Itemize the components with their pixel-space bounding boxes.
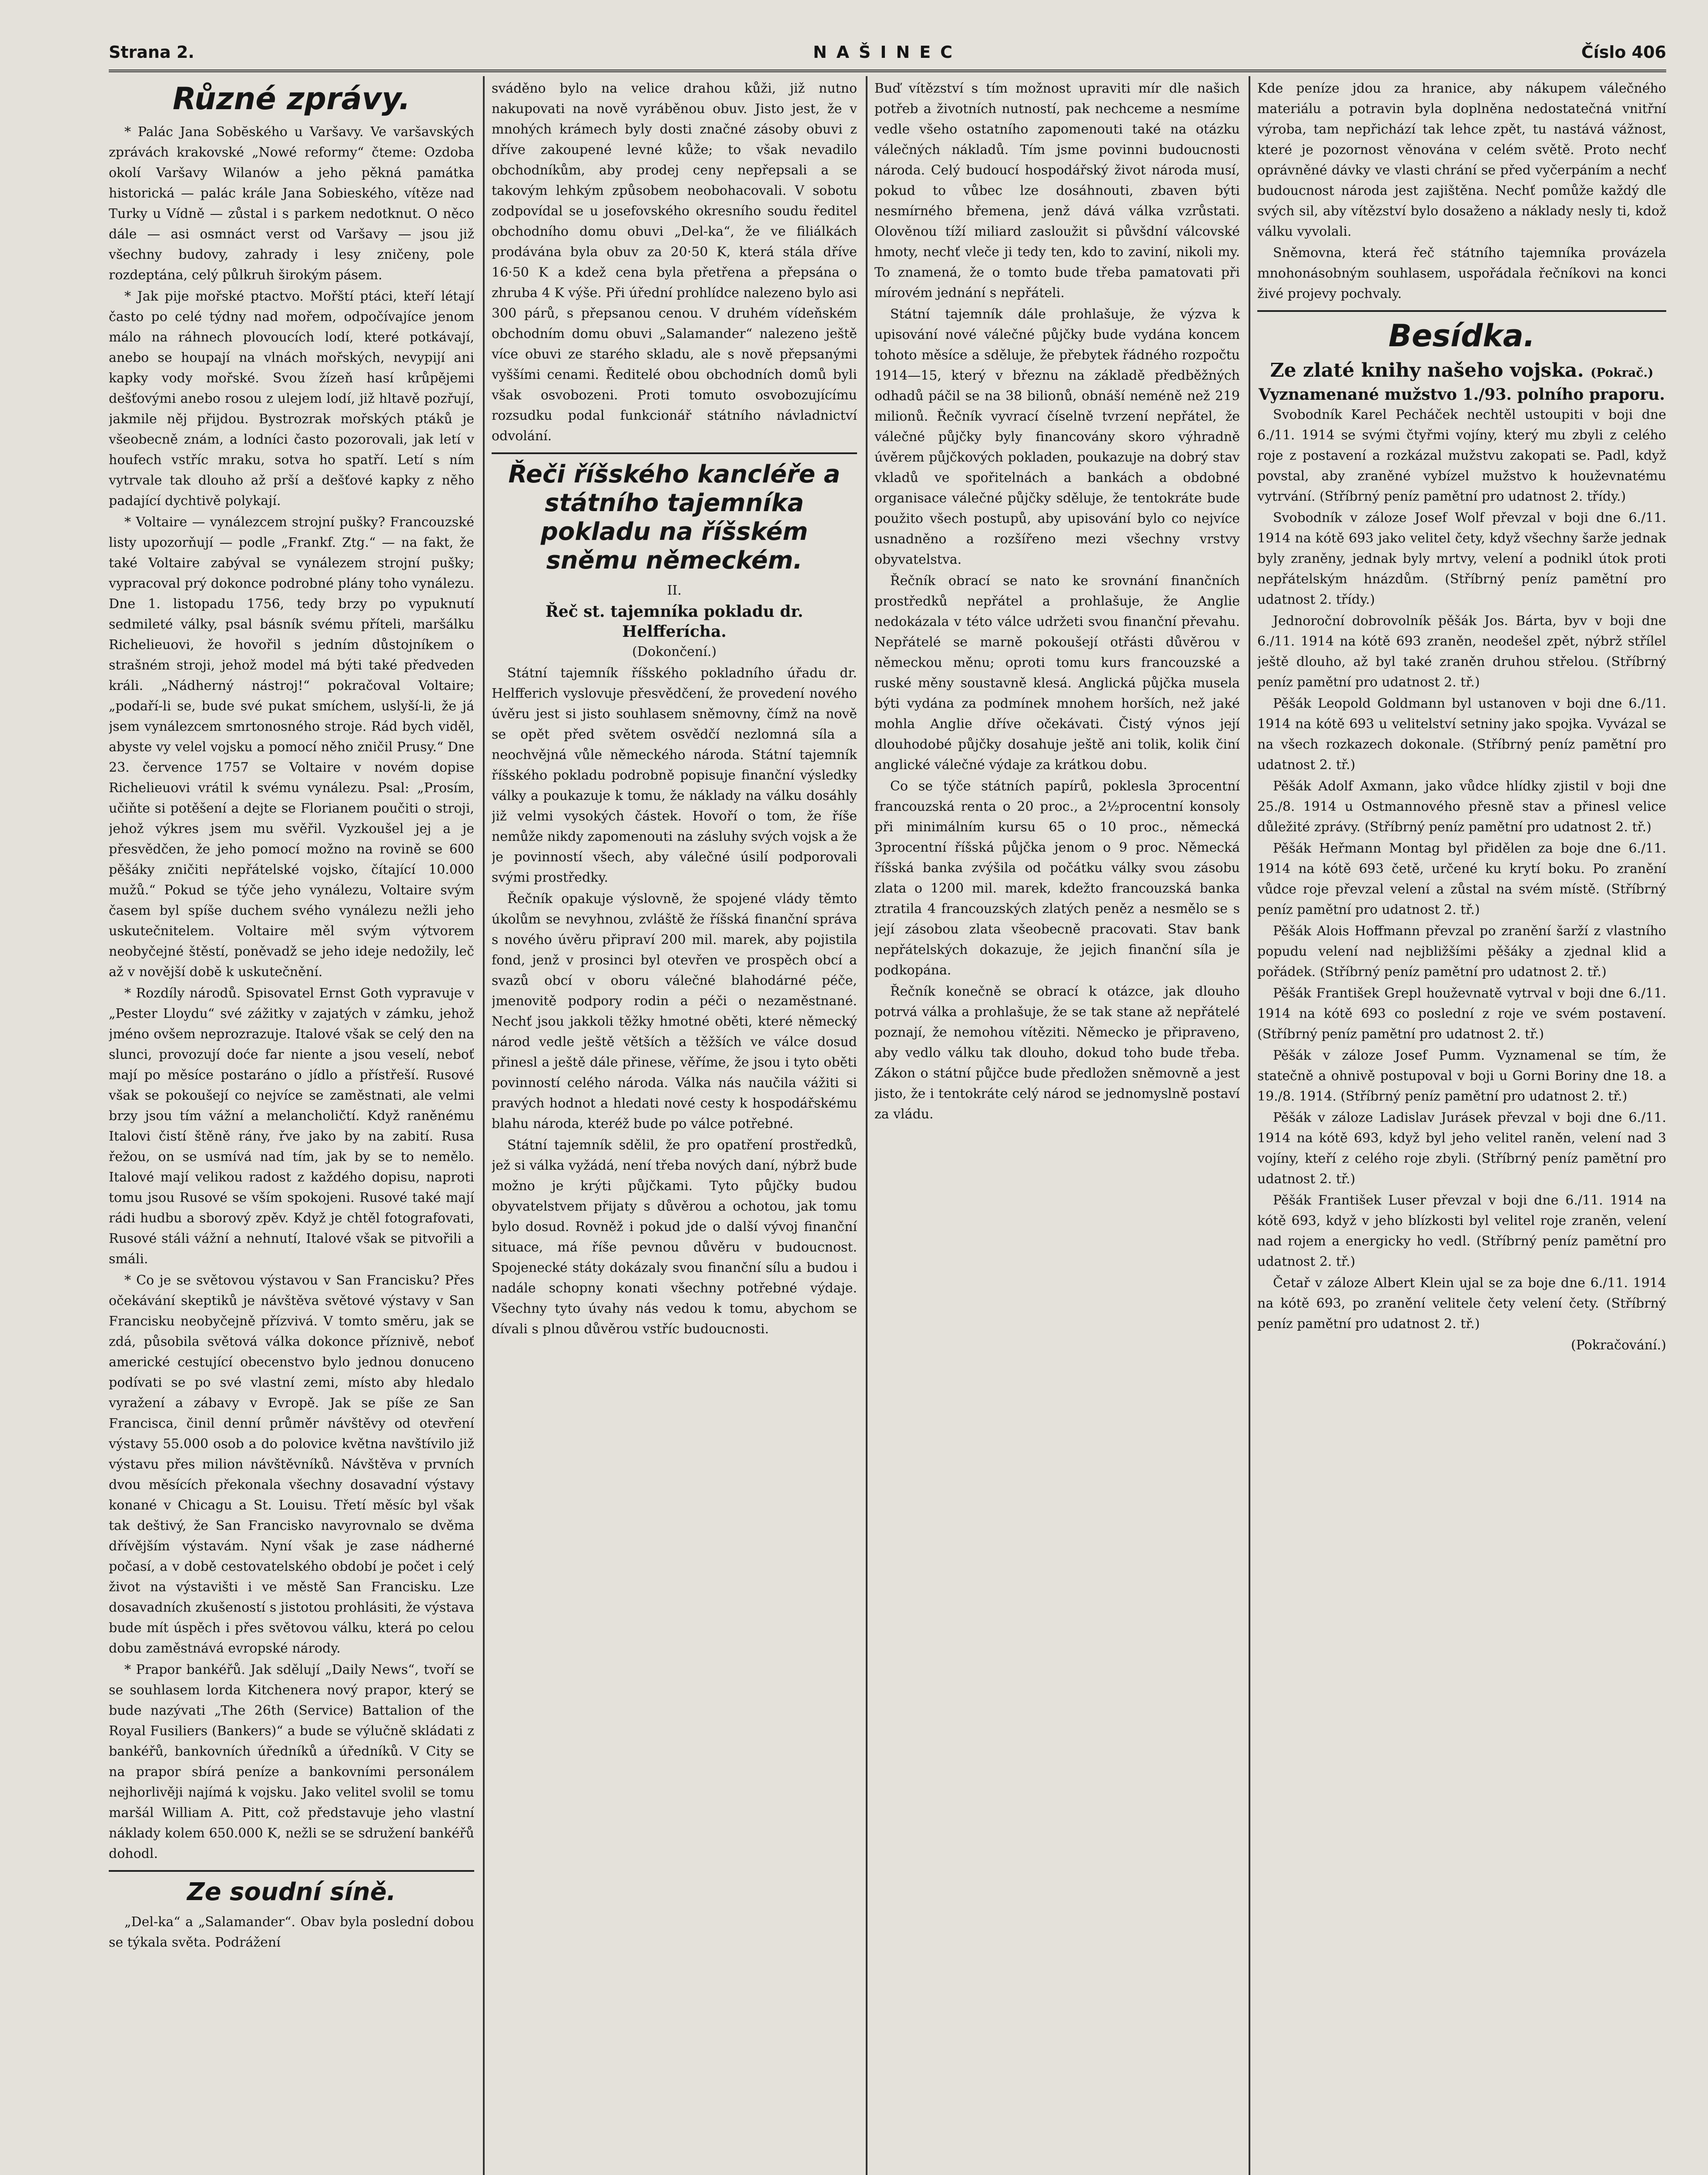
speech-paragraph-8: Řečník konečně se obrací k otázce, jak dlouho potrvá válka a prohlašuje, že se tak stane až nepřátelé poznají, že nemohou vítěziti. Německo je připraveno, aby vedlo válku tak dlouho, dokud toho bude třeba. Zákon o státní půjčce bude předložen sněmovně a jest jisto, že i tentokráte celý národ se jednomyslně postaví za vládu. (874, 984, 1240, 1122)
column-3 (874, 78, 1240, 2175)
award-entry: Četař v záloze Albert Klein ujal se za boje dne 6./11. 1914 na kótě 693, po zranění velitele čety velení čety. (Stříbrný peníz pamětní pro udatnost 2. tř.) (1257, 1275, 1666, 1332)
masthead: NAŠINEC (813, 43, 962, 62)
column-divider (866, 76, 867, 2175)
section-title-various-news: Různé zprávy. (172, 81, 411, 117)
gold-book-continued: (Pokrač.) (1590, 365, 1654, 380)
speech-paragraph-7: Co se týče státních papírů, poklesla 3procentní francouzská renta o 20 proc., a 2½procentní konsoly při minimálním kursu 65 o 10 proc., německá 3procentní říšská půjčka jenom o 9 proc. Německá říšská banka zvýšila od počátku války svou zásobu zlata o 1200 mil. marek, kdežto francouzská banka ztratila 4 francouzských zlatých peněz a nesmělo se s její zásobou zlata všeobecně pracovati. Stav bank nepřátelských dokazuje, že jejich finanční síla je podkopána. (874, 779, 1240, 978)
speech-subtitle: Řeč st. tajemníka pokladu dr. Helfferícha. (545, 602, 804, 641)
article-court-start: „Del-ka“ a „Salamander“. Obav byla poslední dobou se týkala světa. Podrážení (109, 1914, 474, 1950)
speech-continued-note: (Dokončení.) (632, 644, 717, 659)
award-entry: Svobodník v záloze Josef Wolf převzal v boji dne 6./11. 1914 na kótě 693 jako velitel čety, když všechny šarže jednak byly zraněny, jednak byly mrtvy, velení a podnikl útok proti nepřátelským hnázdům. (Stříbrný peníz pamětní pro udatnost 2. třídy.) (1257, 510, 1666, 607)
article-bankers: * Prapor bankéřů. Jak sdělují „Daily News“, tvoří se se souhlasem lorda Kitchenera nový prapor, který se bude nazývati „The 26th (Service) Battalion of the Royal Fusiliers (Bankers)“ a bude se výlučně skládati z bankéřů, bankovních úředníků a úředníků. V City se na prapor sbírá peníze a bankovními personálem nejhorlivěji najímá k vojsku. Jako velitel svolil se tomu maršál William A. Pitt, což představuje jeho vlastní náklady kolem 650.000 K, nežli se se sdružení bankéřů dohodl. (109, 1662, 474, 1861)
gold-book-subtitle: Vyznamenané mužstvo 1./93. polního praporu. (1258, 385, 1665, 404)
award-entry: Pěšák v záloze Josef Pumm. Vyznamenal se tím, že statečně a ohnivě postupoval v boji u Gorni Boriny dne 18. a 19./8. 1914. (Stříbrný peníz pamětní pro udatnost 2. tř.) (1257, 1048, 1666, 1104)
column-divider (483, 76, 485, 2175)
issue-number: Číslo 406 (1581, 43, 1666, 62)
award-entry: Pěšák František Luser převzal v boji dne 6./11. 1914 na kótě 693, když v jeho blízkosti byl velitel roje zraněn, velení nad rojem a energicky ho vedl. (Stříbrný peníz pamětní pro udatnost 2. tř.) (1257, 1193, 1666, 1269)
section-title-besidka: Besídka. (1388, 318, 1535, 354)
article-palace: * Palác Jana Sobĕského u Varšavy. Ve varšavských zprávách krakovské „Nowé reformy“ čteme: Ozdoba okolí Varšavy Wilanów a jeho pěkná památka historická — palác krále Jana Sobieského, vítěze nad Turky u Vídně — zůstal i s parkem nedotknut. O něco dále — asi osmnáct verst od Varšavy — jsou již všechny budovy, zahrady i lesy zničeny, pole rozdeptána, celý půlkruh širokým pásem. (109, 124, 474, 283)
page-header (109, 43, 1666, 70)
column-2 (492, 78, 857, 2175)
speech-paragraph-6: Řečník obrací se nato ke srovnání finančních prostředků nepřátel a prohlašuje, že Anglie nedokázala v této válce udržeti svou finanční převahu. Nepřátelé se marně pokoušejí otřásti důvěrou v německou měnu; oproti tomu kurs francouzské a ruské měny soustavně klesá. Anglická půjčka musela býti vydána za podmínek mnohem horších, než jaké mohla Anglie dříve očekávati. Čistý výnos její dlouhodobé půjčky dosahuje ještě ani tolik, kolik činí anglické válečné výdaje za krátkou dobu. (874, 573, 1240, 773)
column-4 (1257, 78, 1666, 2175)
speech-paragraph-3: Státní tajemník sdělil, že pro opatření prostředků, jež si válka vyžádá, není třeba nových daní, nýbrž bude možno je krýti půjčkami. Tyto půjčky budou obyvatelstvem přijaty s důvěrou a ochotou, jak tomu bylo dosud. Rovněž i pokud jde o další vývoj finanční situace, má říše pevnou důvěru v budoucnost. Spojenecké státy dokázaly svou finanční sílu a budou i nadále schopny konati všechny potřebné výdaje. Všechny tyto úvahy nás vedou k tomu, abychom se dívali s plnou důvěrou vstříc budoucnosti. (492, 1138, 857, 1337)
speech-paragraph-2: Řečník opakuje výslovně, že spojené vlády těmto úkolům se nevyhnou, zvláště že říšská finanční správa s nového úvěru připraví 200 mil. marek, aby pojistila fond, jenž v prosinci byl otevřen ve prospěch obcí a svazů obcí v oboru válečné blahodárné péče, jmenovitě podpory rodin a péči o nezaměstnané. Nechť jsou jakkoli těžky hmotné oběti, které německý národ vedle ještě větších a těžších ve válce dosud přinesl a ještě dále přinese, věříme, že jsou i tyto oběti povinností celého národa. Válka nás naučila vážiti si pravých hodnot a hledati nové cesty k hospodářskému blahu národa, kteréž bude po válce potřebné. (492, 891, 857, 1131)
continued-note: (Pokračování.) (1571, 1338, 1666, 1353)
article-san-francisco: * Co je se světovou výstavou v San Francisku? Přes očekávání skeptiků je návštěva světové výstavy v San Francisku neobyčejně přízvivá. V tomto směru, jak se zdá, působila světová válka dokonce příznivě, neboť americké cestující obecenstvo bylo jednou donuceno podívati se po své vlastní zemi, místo aby hledalo vyražení a zábavy v Evropě. Jak se píše ze San Francisca, činil denní průměr návštěvy od otevření výstavy 55.000 osob a do polovice května navštívilo již výstavu přes milion návštěvníků. Návštěva v prvních dvou měsících překonala všechny dosavadní výstavy konané v Chicagu a St. Louisu. Třetí měsíc byl však tak deštivý, že San Francisko navyrovnalo se dvěma dřívějším výstavám. Nyní však je zase nádherné počasí, a v době cestovatelského období je počet i celý život na výstavišti i ve městě San Francisku. Lze dosavadních zkušeností s jistotou prohlásiti, že výstava bude mít úspěch i přes světovou válku, která po celou dobu zaměstnává evropské národy. (109, 1273, 474, 1656)
speech-paragraph-1: Státní tajemník říšského pokladního úřadu dr. Helfferich vyslovuje přesvědčení, že provedení nového úvěru jest si jisto souhlasem sněmovny, čímž na nově se opět před světem osvědčí nezlomná síla a neochvějná vůle německého národa. Státní tajemník říšského pokladu podrobně popisuje finanční výsledky války a poukazuje k tomu, že náklady na válku dosáhly již velmi vysokých částek. Hovoří o tom, že říše nemůže nikdy zapomenouti na zásluhy svých vojsk a že je povinností všech, aby válečné úsilí podporovali svými prostředky. (492, 666, 857, 885)
speech-part: II. (667, 583, 682, 598)
award-entry: Pěšák František Grepl houževnatě vytrval v boji dne 6./11. 1914 na kótě 693 co poslední z roje ve svém postavení. (Stříbrný peníz pamětní pro udatnost 2. tř.) (1257, 986, 1666, 1042)
speech-paragraph-9: Kde peníze jdou za hranice, aby nákupem válečného materiálu a potravin byla doplněna nedostatečná vnitřní výroba, tam nepřichází tak lehce zpět, tu nastává vážnost, které je pozornost věnována v celém světě. Proto nechť oprávněné dávky ve vlasti chrání se před vyčerpáním a nechť budoucnost národa jest zajištěna. Nechť pomůže každý dle svých sil, aby vítězství bylo dosaženo a náklady nesly ti, kdož válku vyvolali. (1257, 81, 1666, 239)
award-entry: Pěšák Leopold Goldmann byl ustanoven v boji dne 6./11. 1914 na kótě 693 u velitelství setniny jako spojka. Vyvázal se na všech rozkazech dokonale. (Stříbrný peníz pamětní pro udatnost 2. tř.) (1257, 696, 1666, 773)
section-title-court: Ze soudní síně. (187, 1878, 396, 1906)
speech-closing: Sněmovna, která řeč státního tajemníka provázela mnohonásobným souhlasem, uspořádala řečníkovi na konci živé projevy pochvaly. (1257, 245, 1666, 301)
article-seabirds: * Jak pije mořské ptactvo. Mořští ptáci, kteří létají často po celé týdny nad mořem, odpočívajíce jenom málo na ráhnech plovoucích lodí, které potkávají, anebo se houpají na vlnách mořských, nevypijí ani kapky vody mořské. Svou žízeň hasí krůpějemi dešťovými anebo rosou z ulejem lodí, již hltavě pozřují, jakmile něj přijdou. Bystrozrak mořských ptáků je všeobecně znám, a lodníci často pozorovali, jak letí v houfech vstříc mraku, sotva ho spatří. Letí s ním vytrvale tak dlouho až prší a dešťové kapky z něho padající dychtivě polykají. (109, 289, 474, 509)
article-nations: * Rozdíly národů. Spisovatel Ernst Goth vypravuje v „Pester Lloydu“ své zážitky v zajatých v zámku, jehož jméno ovšem neprozrazuje. Italové však se celý den na slunci, provozují doće far niente a jsou veselí, neboť mají po měsíce postaráno o jídlo a přístřeší. Rusové však se pokoušejí co nejvíce se zaměstnati, ale velmi brzy jsou tím vážní a melancholičtí. Když raněnému Italovi čistí štěně rány, řve jako by na zabití. Rusa řežou, on se usmívá nad tím, jak by se to nemělo. Italové mají velikou radost z každého dopisu, naproti tomu jsou Rusové se vším spokojeni. Rusové také mají rádi hudbu a sborový zpěv. Když je chtěl fotografovati, Rusové stáli vážní a nehnutí, Italové však se pitvořili a smáli. (109, 986, 474, 1267)
speech-title: Řeči říšského kancléře a státního tajemníka pokladu na říšském sněmu německém. (508, 460, 841, 575)
article-court-continued: sváděno bylo na velice drahou kůži, již nutno nakupovati na nově vyráběnou obuv. Jisto jest, že v mnohých krámech byly dosti značné zásoby obuvi z dříve zakoupené levné kůže; to však nevadilo obchodníkům, aby prodej ceny nepřepsali a se takovým lehkým způsobem neobohacovali. V sobotu zodpovídal se u josefovského okresního soudu ředitel obchodního domu obuvi „Del-ka“, že ve filiálkách prodávána byla obuv za 20·50 K, která stála dříve 16·50 K a kdež cena byla přetřena a přepsána o zhruba 4 K výše. Při úřední prohlídce nalezeno bylo asi 300 párů, s přepsanou cenou. V druhém vídeňském obchodním domu obuvi „Salamander“ nalezeno ještě více obuvi ze starého skladu, ale s nově přepsanými vyššími cenami. Ředitelé obou obchodních domů byli však osvobozeni. Proti tomuto osvobozujícímu rozsudku podal funkcionář státního návladnictví odvolání. (492, 81, 857, 444)
award-entry: Svobodník Karel Pecháček nechtěl ustoupiti v boji dne 6./11. 1914 se svými čtyřmi vojíny, který mu zbyli z celého roje z postavení a rozkázal mužstvu zakopati se. Padl, když povstal, aby zraněné vybízel mužstvo k houževnatému vytrvání. (Stříbrný peníz pamětní pro udatnost 2. třídy.) (1257, 407, 1666, 504)
award-entry: Pěšák Adolf Axmann, jako vůdce hlídky zjistil v boji dne 25./8. 1914 u Ostmannového přesně stav a přinesl velice důležité zprávy. (Stříbrný peníz pamětní pro udatnost 2. tř.) (1257, 779, 1666, 835)
column-divider (1249, 76, 1250, 2175)
column-1 (109, 78, 474, 2175)
award-entry: Pěšák Heřmann Montag byl přidělen za boje dne 6./11. 1914 na kótě 693 četě, určené ku krytí boku. Po zranění vůdce roje převzal velení a zůstal na svém místě. (Stříbrný peníz pamětní pro udatnost 2. tř.) (1257, 841, 1666, 917)
gold-book-title: Ze zlaté knihy našeho vojska. (Pokrač.) (1270, 359, 1654, 381)
page-number: Strana 2. (109, 43, 194, 62)
award-entry: Jednoroční dobrovolník pěšák Jos. Bárta, byv v boji dne 6./11. 1914 na kótě 693 zraněn, neodešel zpět, nýbrž střílel ještě dlouho, až byl také zraněn druhou střelou. (Stříbrný peníz pamětní pro udatnost 2. tř.) (1257, 613, 1666, 690)
speech-paragraph-4: Buď vítězství s tím možnost upraviti mír dle našich potřeb a životních nutností, pak nechceme a nesmíme vedle všeho ostatního zapomenouti také na otázku válečných nákladů. Tím jsme povinni budoucnosti národa. Celý budoucí hospodářský život národa musí, pokud to vůbec lze dosáhnouti, zbaven býti nesmírného břemena, jenž dává válka vzrůstati. Olověnou tíží miliard zasloužit si půvšdní válcovské hmoty, nechť vleče ji tedy ten, kdo to zaviní, nikoli my. To znamená, že o tomto bude třeba pamatovati při mírovém jednání s nepřáteli. (874, 81, 1240, 301)
header-rule (109, 70, 1666, 72)
award-entry: Pěšák v záloze Ladislav Jurásek převzal v boji dne 6./11. 1914 na kótě 693, když byl jeho velitel raněn, velení nad 3 vojíny, kteří z celého roje zbyli. (Stříbrný peníz pamětní pro udatnost 2. tř.) (1257, 1110, 1666, 1187)
award-entry: Pěšák Alois Hoffmann převzal po zranění šarží z vlastního popudu velení nad nejbližšími pěšáky a zjednal klid a pořádek. (Stříbrný peníz pamětní pro udatnost 2. tř.) (1257, 924, 1666, 980)
article-voltaire: * Voltaire — vynálezcem strojní pušky? Francouzské listy upozorňují — podle „Frankf. Ztg.“ — na fakt, že také Voltaire zabýval se vynálezem strojní pušky; vypracoval prý dokonce podrobné plány toho vynálezu. Dne 1. listopadu 1756, tedy brzy po vypuknutí sedmileté války, psal básník svému příteli, maršálku Richelieuovi, že hovořil s jedním důstojníkem o strašném stroji, jehož model má býti také předveden králi. „Nádherný nástroj!“ pokračoval Voltaire; „podaří-li se, bude své pukat smíchem, uslyší-li, že já jsem vynálezcem smrtonosného stroje. Rád bych viděl, abyste vy velel vojsku a pomocí něho zničil Prusy.“ Dne 23. července 1757 se Voltaire v novém dopise Richelieuovi vrátil k svému vynálezu. Psal: „Prosím, učiňte si potěšení a dejte se Florianem poučiti o stroji, jehož výkres jsem mu svěřil. Vyzkoušel jej a je přesvědčen, že jeho pomocí možno na rovině se 600 pěšáky zničiti nepřátelské vojsko, čítající 10.000 mužů.“ Pokud se týče jeho vynálezu, Voltaire svým časem byl spíše duchem svého vynálezu nežli jeho uskutečnitelem. Voltaire měl svým výtvorem neobyčejné štěstí, poněvadž se jeho ideje nedožily, leč až v novější době k uskutečnění. (109, 515, 474, 980)
speech-paragraph-5: Státní tajemník dále prohlašuje, že výzva k upisování nové válečné půjčky bude vydána koncem tohoto měsíce a sděluje, že přebytek řádného rozpočtu 1914—15, který v březnu na základě předběžných odhadů páčil se na 38 bilionů, obnáší neméně než 219 milionů. Řečník vyvrací číselně tvrzení nepřátel, že válečné půjčky byly financovány skoro výhradně úvěrem půjčkových pokladen, poukazuje na dobrý stav vkladů ve spořitelnách a bankách a obdobné organisace válečné půjčky sděluje, že tentokráte bude použito všech postupů, aby upisování bylo co nejvíce usnadněno a rozšířeno mezi všechny vrstvy obyvatelstva. (874, 307, 1240, 567)
